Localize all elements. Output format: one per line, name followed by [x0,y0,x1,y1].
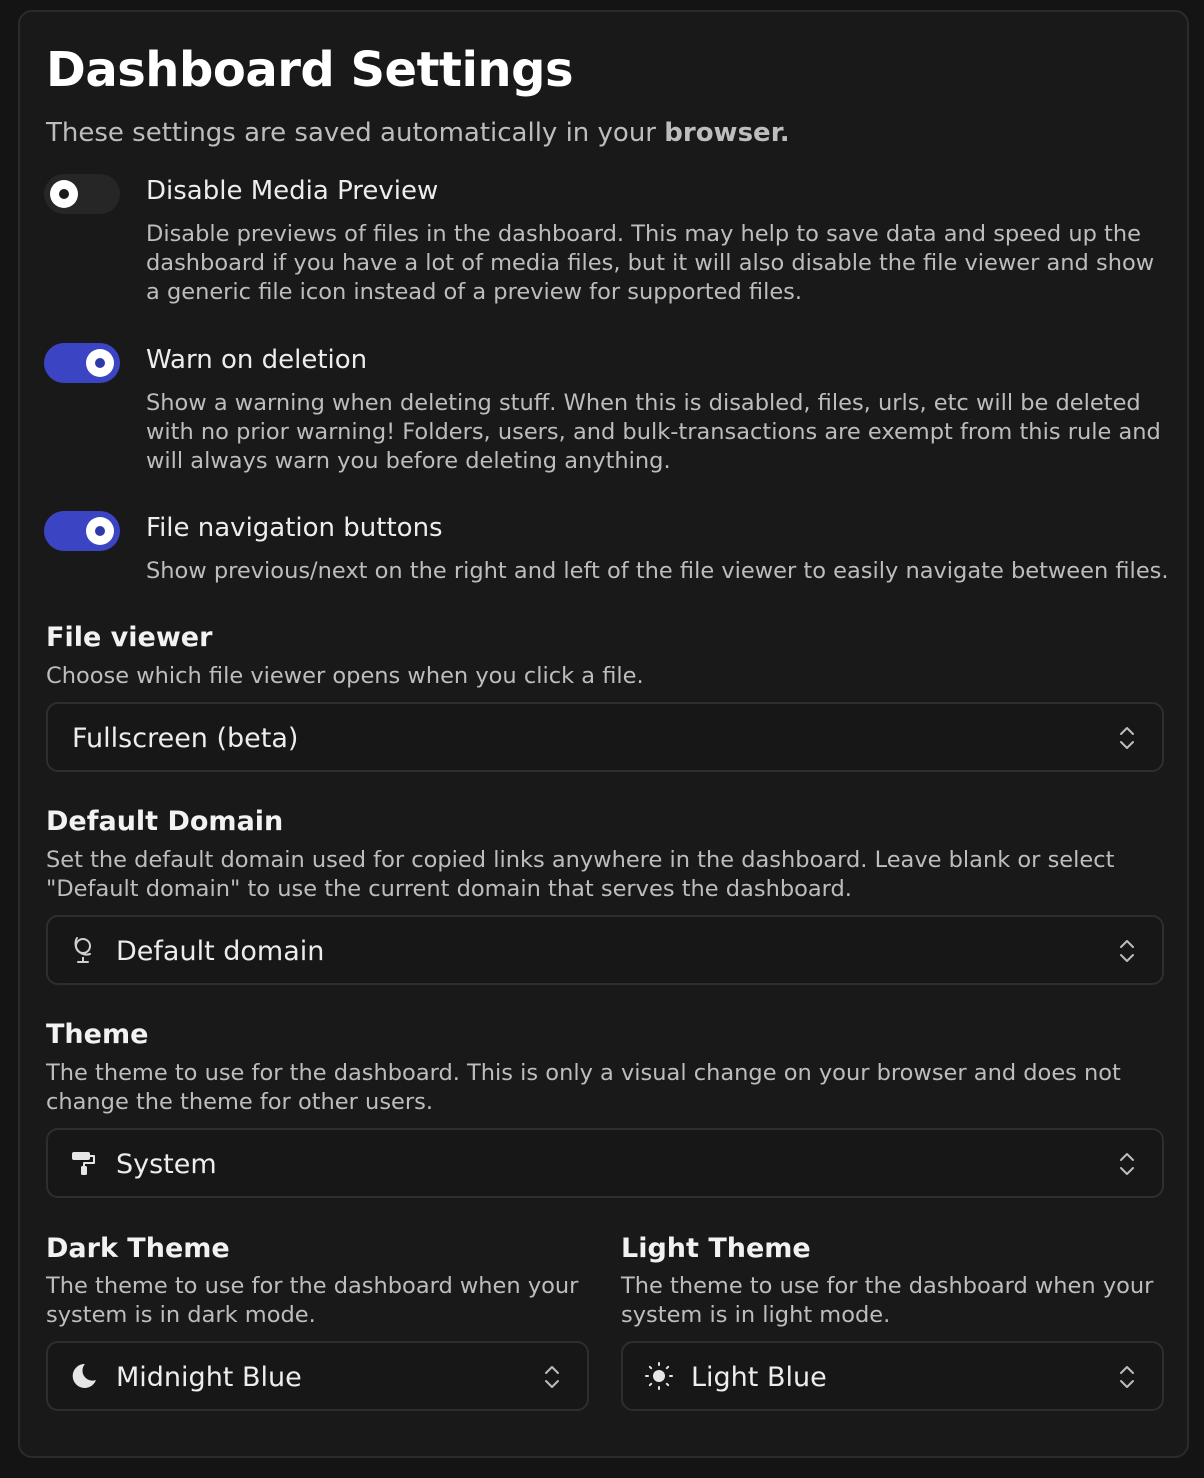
chevron-up-down-icon [1118,1363,1136,1391]
file-viewer-description: Choose which file viewer opens when you click a file. [46,663,644,689]
globe-icon [68,934,100,966]
file-viewer-select[interactable] [46,702,1164,772]
file-navigation-buttons-description: Show previous/next on the right and left of the file viewer to easily navigate between files. [146,558,1169,584]
file-viewer-title: File viewer [46,622,213,653]
file-viewer-value: Fullscreen (beta) [72,723,299,754]
chevron-up-down-icon [1118,724,1136,752]
file-navigation-buttons-label: File navigation buttons [146,513,443,543]
page-title: Dashboard Settings [46,42,574,98]
theme-description: The theme to use for the dashboard. This is only a visual change on your browser and does not change the theme for other users. [46,1060,1121,1115]
dark-theme-select[interactable] [46,1341,589,1411]
subtitle-bold: browser. [664,118,790,148]
disable-media-preview-description: Disable previews of files in the dashboard. This may help to save data and speed up the dashboard if you have a lot of media files, but it will also disable the file viewer and show a generic file icon instead of a preview for supported files. [146,221,1155,305]
toggle-knob [50,180,78,208]
theme-value: System [116,1149,217,1180]
warn-on-deletion-toggle[interactable] [44,343,120,383]
toggle-knob [86,517,114,545]
settings-card [18,10,1189,1458]
default-domain-title: Default Domain [46,806,284,837]
chevron-up-down-icon [1118,1150,1136,1178]
dark-theme-description: The theme to use for the dashboard when your system is in dark mode. [46,1273,579,1328]
moon-icon [68,1360,100,1392]
chevron-up-down-icon [543,1363,561,1391]
toggle-knob [86,349,114,377]
dark-theme-value: Midnight Blue [116,1362,302,1393]
warn-on-deletion-description: Show a warning when deleting stuff. When this is disabled, files, urls, etc will be deleted with no prior warning! Folders, users, and bulk-transactions are exempt from this rule and will always warn you before deleting anything. [146,390,1161,474]
default-domain-description: Set the default domain used for copied links anywhere in the dashboard. Leave blank or select "Default domain" to use the current domain that serves the dashboard. [46,847,1115,902]
disable-media-preview-label: Disable Media Preview [146,176,439,206]
theme-select[interactable] [46,1128,1164,1198]
default-domain-select[interactable] [46,915,1164,985]
paint-roller-icon [68,1147,100,1179]
file-navigation-buttons-toggle[interactable] [44,511,120,551]
light-theme-select[interactable] [621,1341,1164,1411]
page-subtitle [46,118,790,148]
light-theme-title: Light Theme [621,1233,811,1264]
warn-on-deletion-label: Warn on deletion [146,345,368,375]
default-domain-value: Default domain [116,936,325,967]
sun-icon [643,1360,675,1392]
subtitle-text: These settings are saved automatically in your [46,118,665,148]
theme-title: Theme [46,1019,149,1050]
light-theme-description: The theme to use for the dashboard when your system is in light mode. [621,1273,1154,1328]
light-theme-value: Light Blue [691,1362,827,1393]
dark-theme-title: Dark Theme [46,1233,230,1264]
disable-media-preview-toggle[interactable] [44,174,120,214]
chevron-up-down-icon [1118,937,1136,965]
